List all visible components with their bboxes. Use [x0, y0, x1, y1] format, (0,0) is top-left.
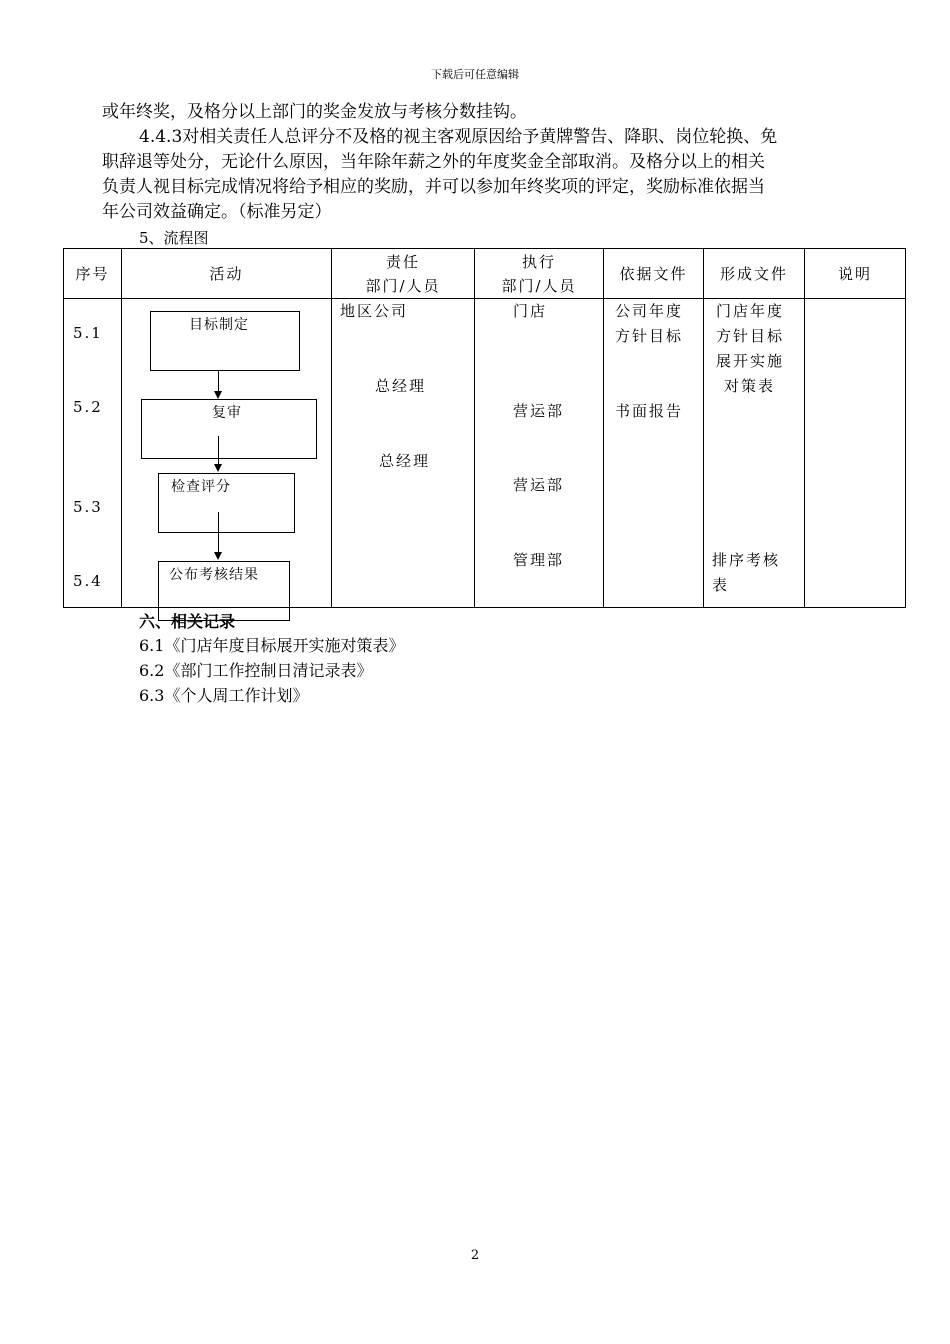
executor-item: 管理部 — [513, 551, 565, 569]
header-note: 说明 — [805, 249, 906, 299]
paragraph-line: 负责人视目标完成情况将给予相应的奖励，并可以参加年终奖项的评定，奖励标准依据当 — [102, 177, 765, 197]
seq-item: 5.2 — [73, 398, 103, 416]
header-executor-line2: 部门/人员 — [501, 276, 577, 295]
flow-step-label: 复审 — [212, 405, 242, 421]
arrow-down-icon — [214, 552, 222, 560]
header-executor — [475, 249, 604, 299]
executor-item: 营运部 — [513, 402, 565, 420]
activity-cell — [122, 299, 332, 608]
seq-item: 5.3 — [73, 498, 103, 516]
basis-item: 方针目标 — [615, 327, 684, 345]
record-item: 6.1《门店年度目标展开实施对策表》 — [139, 636, 405, 655]
flow-title: 5、流程图 — [139, 229, 209, 247]
table-body-row — [64, 299, 906, 608]
flow-step-box — [141, 399, 317, 459]
basis-item: 书面报告 — [615, 402, 684, 420]
flow-connector — [218, 512, 219, 554]
header-responsible-line2: 部门/人员 — [365, 276, 441, 295]
seq-cell — [64, 299, 122, 608]
section-title: 六、相关记录 — [139, 612, 236, 631]
basis-cell — [604, 299, 704, 608]
arrow-down-icon — [214, 391, 222, 399]
output-item: 方针目标 — [716, 327, 785, 345]
page-number: 2 — [470, 1248, 480, 1263]
paragraph-line: 职辞退等处分，无论什么原因，当年除年薪之外的年度奖金全部取消。及格分以上的相关 — [102, 152, 765, 172]
page-header: 下载后可任意编辑 — [431, 68, 519, 81]
output-item: 展开实施 — [716, 352, 785, 370]
seq-item: 5.1 — [73, 324, 103, 342]
header-executor-line1: 执行 — [521, 252, 556, 271]
header-activity: 活动 — [122, 249, 332, 299]
executor-cell — [475, 299, 604, 608]
responsible-item: 地区公司 — [340, 302, 409, 320]
header-basis: 依据文件 — [604, 249, 704, 299]
executor-item: 门店 — [513, 302, 548, 320]
flow-connector — [218, 371, 219, 393]
flow-step-label: 目标制定 — [189, 317, 249, 333]
flow-connector — [218, 436, 219, 466]
header-output: 形成文件 — [704, 249, 805, 299]
paragraph-line: 4.4.3对相关责任人总评分不及格的视主客观原因给予黄牌警告、降职、岗位轮换、免 — [139, 127, 778, 147]
responsible-item: 总经理 — [379, 452, 431, 470]
seq-item: 5.4 — [73, 572, 103, 590]
paragraph-line: 或年终奖，及格分以上部门的奖金发放与考核分数挂钩。 — [102, 102, 527, 122]
output-item: 排序考核 — [712, 551, 781, 569]
table-header-row — [64, 249, 906, 299]
flow-table — [63, 248, 906, 608]
flow-step-box — [150, 311, 300, 371]
record-item: 6.2《部门工作控制日清记录表》 — [139, 661, 373, 680]
flow-step-label: 检查评分 — [171, 479, 231, 495]
responsible-cell — [332, 299, 475, 608]
output-item: 表 — [712, 576, 730, 594]
responsible-item: 总经理 — [375, 377, 427, 395]
output-cell — [704, 299, 805, 608]
header-responsible-line1: 责任 — [385, 252, 420, 271]
executor-item: 营运部 — [513, 476, 565, 494]
arrow-down-icon — [214, 464, 222, 472]
flow-step-box — [158, 473, 295, 533]
basis-item: 公司年度 — [615, 302, 684, 320]
header-seq: 序号 — [64, 249, 122, 299]
output-item: 对策表 — [724, 377, 776, 395]
record-item: 6.3《个人周工作计划》 — [139, 686, 309, 705]
output-item: 门店年度 — [716, 302, 785, 320]
note-cell — [805, 299, 906, 608]
paragraph-line: 年公司效益确定。（标准另定） — [102, 202, 332, 222]
flow-step-label: 公布考核结果 — [169, 567, 259, 583]
header-responsible — [332, 249, 475, 299]
